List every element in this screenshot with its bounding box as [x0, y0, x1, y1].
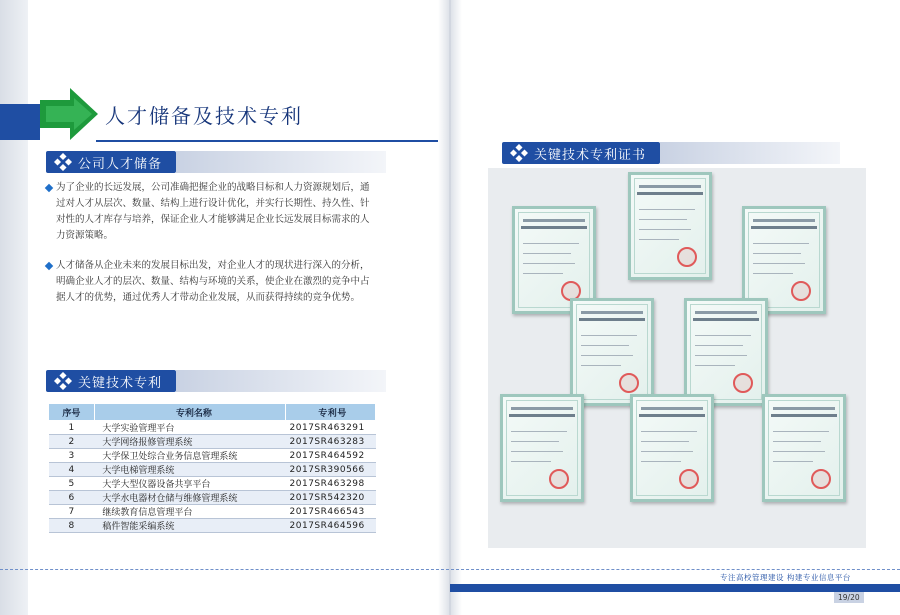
cell-name: 大学水电器材仓储与维修管理系统 — [94, 491, 285, 505]
certificate-image — [684, 298, 768, 406]
paragraph-text: 人才储备从企业未来的发展目标出发，对企业人才的现状进行深入的分析，明确企业人才的层次、数量、结构与环境的关系，使企业在激烈的竞争中占据人才的优势，通过优秀人才带动企业发展，从而获得持续的竞争优势。 — [56, 260, 370, 303]
certificate-image — [500, 394, 584, 502]
cell-index: 8 — [49, 519, 95, 533]
cell-name: 大学电梯管理系统 — [94, 463, 285, 477]
cell-index: 1 — [49, 421, 95, 435]
column-header-name: 专利名称 — [94, 404, 285, 421]
table-row — [49, 421, 376, 435]
table-row — [49, 477, 376, 491]
cell-number: 2017SR463291 — [286, 421, 376, 435]
certificate-image — [762, 394, 846, 502]
title-underline — [96, 140, 450, 142]
cell-name: 大学大型仪器设备共享平台 — [94, 477, 285, 491]
header-fade — [176, 151, 386, 173]
certificate-image — [630, 394, 714, 502]
cell-name: 稿件智能采编系统 — [94, 519, 285, 533]
diamond-cluster-icon — [510, 144, 528, 162]
cell-number: 2017SR464592 — [286, 449, 376, 463]
page-number: 19/20 — [834, 592, 864, 603]
cell-index: 2 — [49, 435, 95, 449]
cell-number: 2017SR463283 — [286, 435, 376, 449]
cell-index: 5 — [49, 477, 95, 491]
talent-paragraph-1 — [46, 180, 376, 244]
column-header-number: 专利号 — [286, 404, 376, 421]
cell-number: 2017SR466543 — [286, 505, 376, 519]
table-row — [49, 519, 376, 533]
talent-section-header — [46, 151, 386, 173]
cell-name: 大学保卫处综合业务信息管理系统 — [94, 449, 285, 463]
certificate-section-title: 关键技术专利证书 — [534, 147, 647, 163]
talent-paragraph-2 — [46, 258, 376, 306]
title-accent-bar — [0, 104, 40, 140]
cell-index: 4 — [49, 463, 95, 477]
patent-section-header — [46, 370, 386, 392]
footer-bar — [450, 584, 900, 592]
green-arrow-icon — [40, 88, 100, 140]
left-margin-strip — [0, 0, 28, 615]
page-title: 人才储备及技术专利 — [105, 104, 303, 128]
cell-index: 7 — [49, 505, 95, 519]
header-fade — [660, 142, 840, 164]
cell-number: 2017SR463298 — [286, 477, 376, 491]
header-fade — [176, 370, 386, 392]
table-row — [49, 491, 376, 505]
certificates-photo — [488, 168, 866, 548]
cell-index: 6 — [49, 491, 95, 505]
cell-name: 继续教育信息管理平台 — [94, 505, 285, 519]
cell-number: 2017SR390566 — [286, 463, 376, 477]
table-row — [49, 449, 376, 463]
cell-number: 2017SR542320 — [286, 491, 376, 505]
cell-name: 大学网络报修管理系统 — [94, 435, 285, 449]
certificate-image — [570, 298, 654, 406]
diamond-cluster-icon — [54, 372, 72, 390]
patent-section-title: 关键技术专利 — [78, 375, 163, 391]
patent-table — [48, 403, 376, 533]
cell-number: 2017SR464596 — [286, 519, 376, 533]
cell-index: 3 — [49, 449, 95, 463]
table-row — [49, 435, 376, 449]
talent-section-title: 公司人才储备 — [78, 156, 163, 172]
paragraph-text: 为了企业的长远发展，公司准确把握企业的战略目标和人力资源规划后，通过对人才从层次、数量、结构上进行设计优化，并实行长期性、持久性、针对性的人才库存与培养，保证企业人才能够满足企业长远发展目标需求的人力资源策略。 — [56, 182, 370, 241]
diamond-cluster-icon — [54, 153, 72, 171]
book-spine — [438, 0, 462, 615]
table-header-row — [49, 404, 376, 421]
table-row — [49, 505, 376, 519]
certificate-image — [628, 172, 712, 280]
footer-dashed-line — [0, 569, 900, 570]
table-row — [49, 463, 376, 477]
column-header-index: 序号 — [49, 404, 95, 421]
cell-name: 大学实验管理平台 — [94, 421, 285, 435]
certificate-section-header — [502, 142, 840, 164]
footer-tagline: 专注高校管理建设 构建专业信息平台 — [720, 573, 851, 582]
